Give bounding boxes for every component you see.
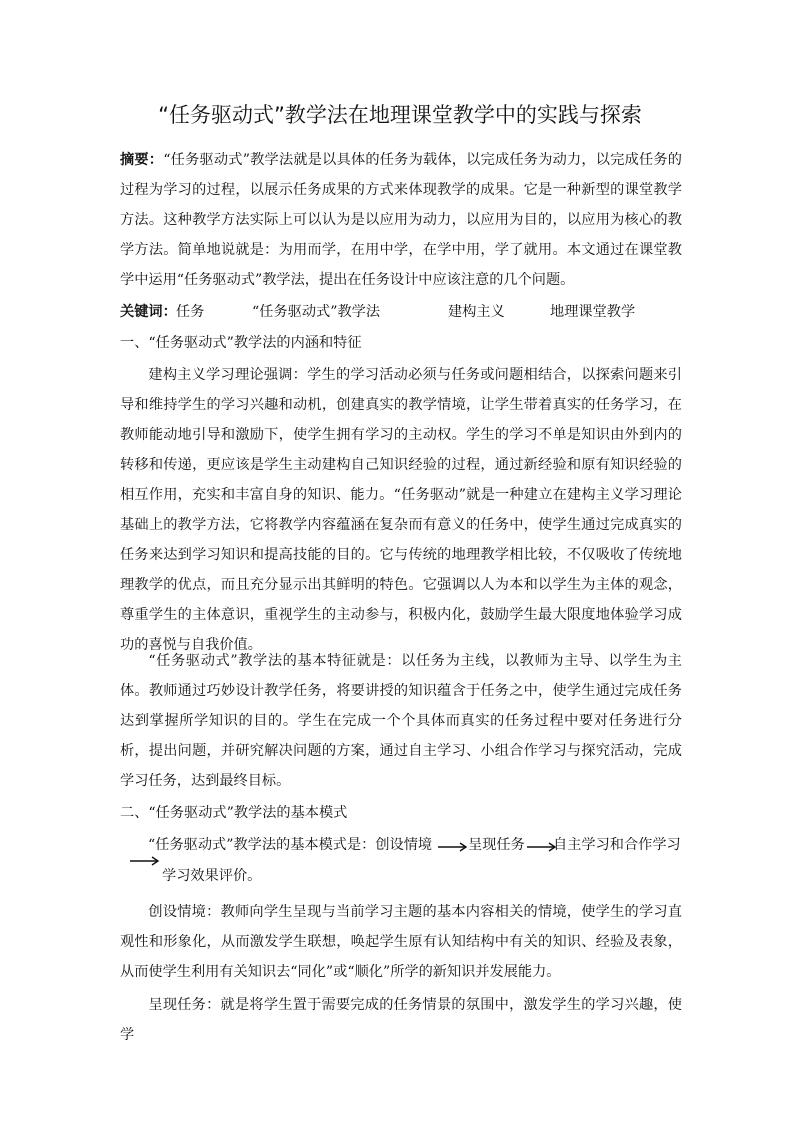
paragraph: 创设情境：教师向学生呈现与当前学习主题的基本内容相关的情境，使学生的学习直观性和形象化，从而激发学生联想，唤起学生原有认知结构中有关的知识、经验及表象，从而使学生利用有关知识去“同化”或“顺化”所学的新知识并发展能力。 [120, 904, 682, 980]
abstract-text: “任务驱动式”教学法就是以具体的任务为载体，以完成任务为动力，以完成任务的过程为学习的过程，以展示任务成果的方式来体现教学的成果。它是一种新型的课堂教学方法。这种教学方法实际上可以认为是以应用为动力，以应用为目的，以应用为核心的教学方法。简单地说就是：为用而学，在用中学，在学中用，学了就用。本文通过在课堂教学中运用“任务驱动式”教学法，提出在任务设计中应该注意的几个问题。 [120, 152, 682, 288]
section1-para2 [120, 646, 682, 796]
paragraph: “任务驱动式”教学法的基本特征就是：以任务为主线，以教师为主导、以学生为主体。教师通过巧妙设计教学任务，将要讲授的知识蕴含于任务之中，使学生通过完成任务达到掌握所学知识的目的。学生在完成一个个具体而真实的任务过程中要对任务进行分析，提出问题，并研究解决问题的方案，通过自主学习、小组合作学习与探究活动，完成学习任务，达到最终目标。 [120, 653, 682, 789]
abstract [120, 145, 682, 295]
arrow-right-icon [130, 856, 160, 866]
section-heading: 一、“任务驱动式”教学法的内涵和特征 [120, 335, 362, 351]
keyword-item: “任务驱动式”教学法 [252, 304, 381, 320]
keywords-label: 关键词： [120, 304, 177, 320]
paragraph: 建构主义学习理论强调：学生的学习活动必须与任务或问题相结合，以探索问题来引导和维持学生的学习兴趣和动机，创建真实的教学情境，让学生带着真实的任务学习，在教师能动地引导和激励下，使学生拥有学习的主动权。学生的学习不单是知识由外到内的转移和传递，更应该是学生主动建构自己知识经验的过程，通过新经验和原有知识经验的相互作用，充实和丰富自身的知识、能力。“任务驱动”就是一种建立在建构主义学习理论基础上的教学方法，它将教学内容蕴涵在复杂而有意义的任务中，使学生通过完成真实的任务来达到学习知识和提高技能的目的。它与传统的地理教学相比较，不仅吸收了传统地理教学的优点，而且充分显示出其鲜明的特色。它强调以人为本和以学生为主体的观念，尊重学生的主体意识，重视学生的主动参与，积极内化，鼓励学生最大限度地体验学习成功的喜悦与自我价值。 [120, 367, 682, 653]
flow-step: 学习效果评价。 [162, 868, 262, 884]
flow-intro: “任务驱动式”教学法的基本模式是：创设情境 [148, 837, 433, 853]
flow-step: 呈现任务 [468, 837, 525, 853]
abstract-label: 摘要： [120, 152, 164, 168]
keyword-item: 地理课堂教学 [550, 304, 636, 320]
section2-para1 [120, 897, 682, 987]
arrow-right-icon [438, 842, 468, 852]
section1-para1 [120, 360, 682, 660]
section-heading: 二、“任务驱动式”教学法的基本模式 [120, 805, 348, 821]
flow-step: 自主学习和合作学习 [553, 837, 681, 853]
paragraph: 呈现任务：就是将学生置于需要完成的任务情景的氛围中，激发学生的学习兴趣，使学 [120, 997, 682, 1043]
section2-para2 [120, 990, 682, 1050]
document-title: “任务驱动式”教学法在地理课堂教学中的实践与探索 [158, 103, 642, 127]
keyword-item: 建构主义 [448, 304, 505, 320]
keyword-item: 任务 [176, 304, 205, 320]
